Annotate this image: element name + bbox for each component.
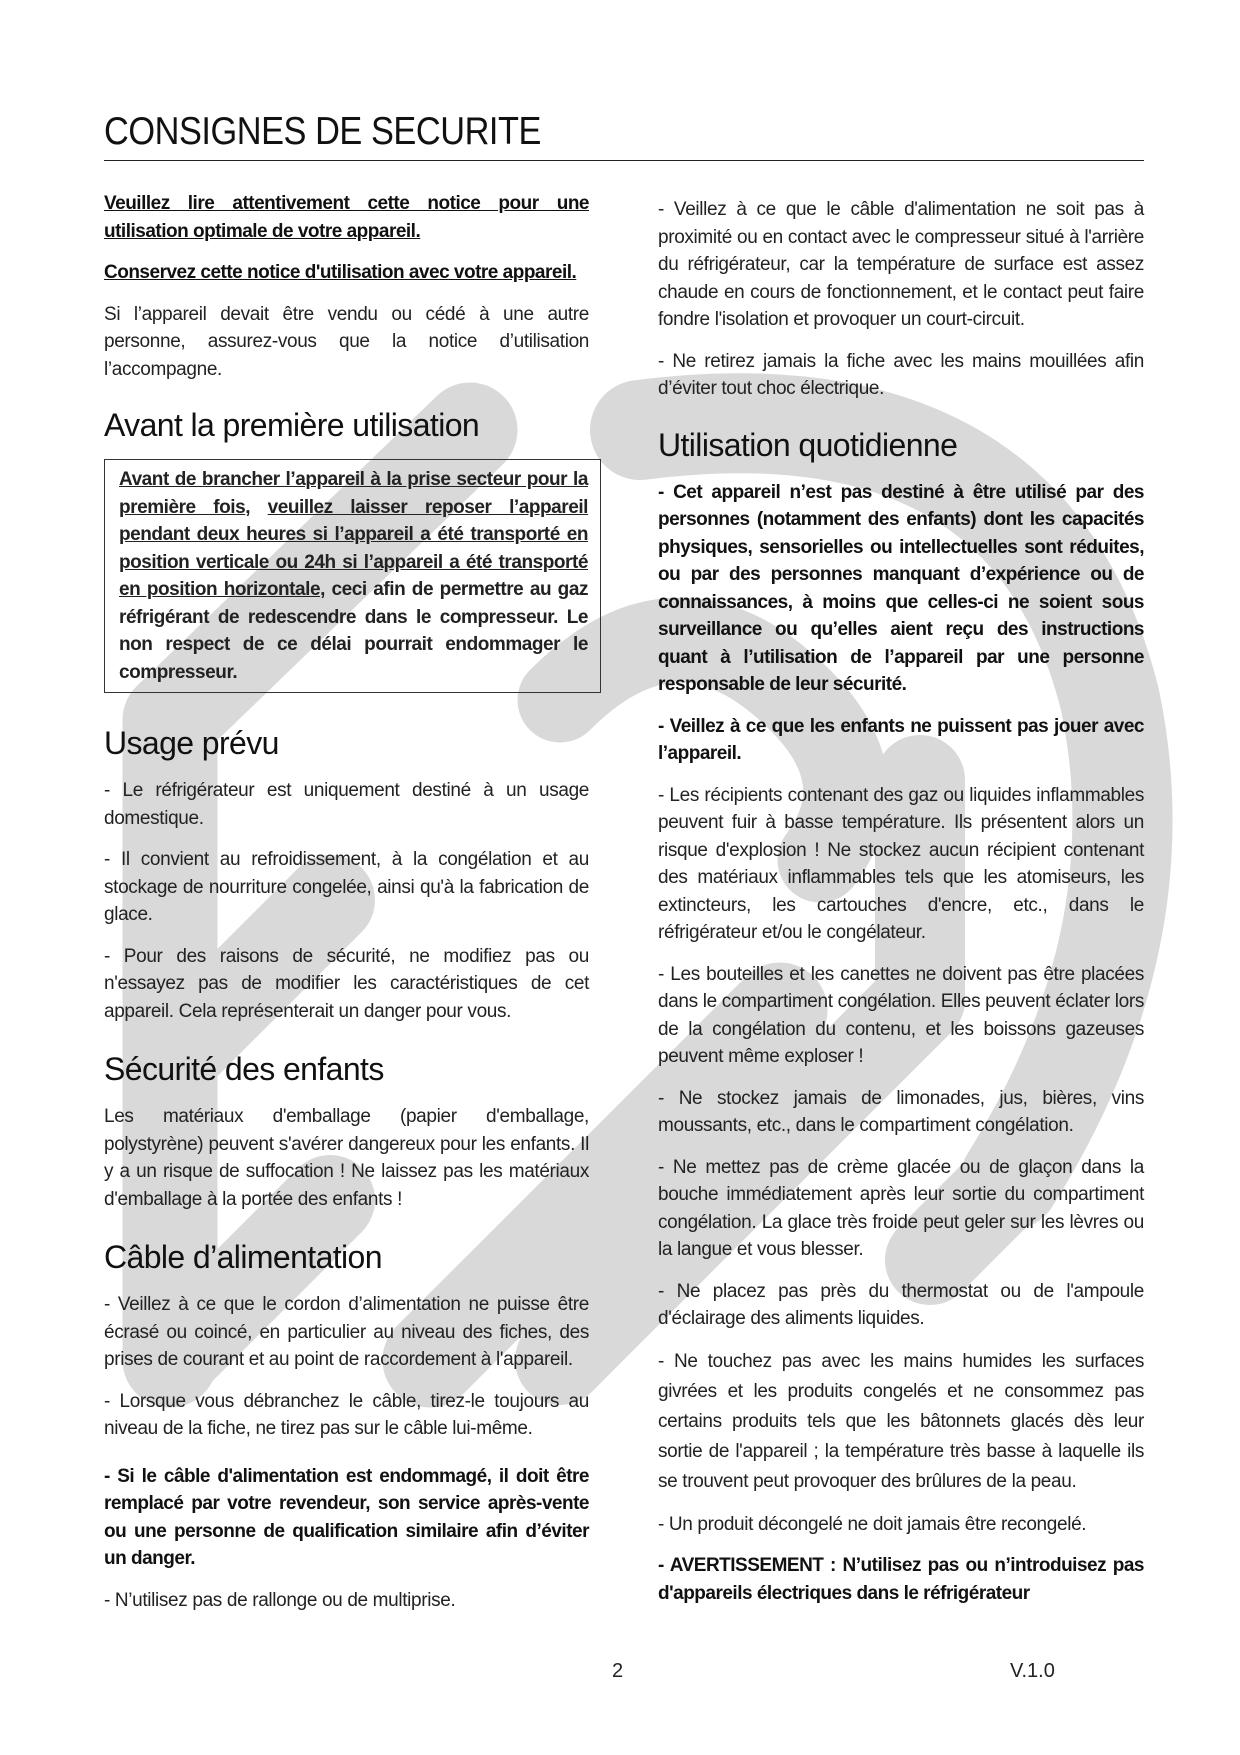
intro-keep-notice (104, 259, 589, 287)
title-rule (104, 160, 1144, 161)
heading-quotidienne: Utilisation quotidienne (658, 426, 958, 463)
quot-thermostat: - Ne placez pas près du thermostat ou de l'ampoule d'éclairage des aliments liquides. (658, 1280, 1144, 1329)
heading-cable: Câble d’alimentation (104, 1239, 382, 1275)
quot-flammable: - Les récipients contenant des gaz ou liquides inflammables peuvent fuir à basse température. Ils présentent alors un risque d'explosion ! Ne stockez aucun récipient contenant des matériaux inflammables tels que les atomiseurs, les extincteurs, les cartouches d'encre, etc., dans le réfrigérateur et/ou le congélateur. (658, 784, 1144, 943)
cable-unplug: - Lorsque vous débranchez le câble, tirez-le toujours au niveau de la fiche, ne tirez pas sur le câble lui-même. (104, 1390, 589, 1439)
heading-enfants: Sécurité des enfants (104, 1051, 384, 1087)
right-compressor: - Veillez à ce que le câble d'alimentation ne soit pas à proximité ou en contact avec le compresseur situé à l'arrière du réfrigérateur, car la température de surface est assez chaude en cours de fonctionnement, et le contact peut faire fondre l'isolation et provoquer un court-circuit. (658, 199, 1144, 330)
quot-persons: - Cet appareil n’est pas destiné à être utilisé par des personnes (notamment des enfants) dont les capacités physiques, sensorielles ou intellectuelles sont réduites, ou par des personnes manquant d’expérience ou de connaissances, à moins que celles-ci ne soient sous surveillance ou qu’elles aient reçu des instructions quant à l’utilisation de l’appareil par une personne responsable de leur sécurité. (658, 481, 1144, 695)
warning-box (104, 459, 601, 693)
quot-ice-cream: - Ne mettez pas de crème glacée ou de glaçon dans la bouche immédiatement après leur sortie du compartiment congélation. La glace très froide peut geler sur les lèvres ou la langue et vous blesser. (658, 1156, 1144, 1260)
right-wet-hands: - Ne retirez jamais la fiche avec les mains mouillées afin d’éviter tout choc électrique. (658, 350, 1144, 399)
quot-refreeze: - Un produit décongelé ne doit jamais être recongelé. (658, 1513, 1087, 1535)
quot-children-play: - Veillez à ce que les enfants ne puissent pas jouer avec l’appareil. (658, 715, 1144, 764)
heading-avant: Avant la première utilisation (104, 407, 480, 443)
left-column (104, 190, 589, 1628)
right-column (658, 196, 1144, 1621)
page-title: CONSIGNES DE SECURITE (104, 110, 541, 153)
intro-read-notice (104, 190, 589, 245)
cable-crush: - Veillez à ce que le cordon d’alimentation ne puisse être écrasé ou coincé, en particulier au niveau des fiches, des prises de courant et au point de raccordement à l'appareil. (104, 1294, 589, 1370)
warning-box-text (119, 466, 588, 686)
quot-drinks: - Ne stockez jamais de limonades, jus, bières, vins moussants, etc., dans le compartiment congélation. (658, 1087, 1144, 1136)
cable-no-extension: - N’utilisez pas de rallonge ou de multiprise. (104, 1589, 456, 1611)
intro-read-notice-text: Veuillez lire attentivement cette notice pour une utilisation optimale de votre appareil. (104, 193, 589, 242)
quot-bottles: - Les bouteilles et les canettes ne doivent pas être placées dans le compartiment congélation. Elles peuvent éclater lors de la congélation du contenu, et les boissons gazeuses peuvent même exploser ! (658, 963, 1144, 1067)
warning-comma: , (245, 496, 268, 518)
warning-ul-2: veuillez laisser reposer l’appareil pendant deux heures si l’appareil a été transporté en position verticale ou 24h si l’appareil a été transporté en position horizontale (119, 496, 588, 600)
enfants-packaging: Les matériaux d'emballage (papier d'emballage, polystyrène) peuvent s'avérer dangereux pour les enfants. Il y a un risque de suffocation ! Ne laissez pas les matériaux d'emballage à la portée des enfants ! (104, 1106, 589, 1210)
usage-domestic: - Le réfrigérateur est uniquement destiné à un usage domestique. (104, 780, 589, 829)
intro-transfer: Si l’appareil devait être vendu ou cédé à une autre personne, assurez-vous que la notice d’utilisation l’accompagne. (104, 303, 589, 380)
warning-ul-1: Avant de brancher l’appareil à la prise secteur pour la première fois (119, 469, 588, 518)
usage-no-modify: - Pour des raisons de sécurité, ne modifiez pas ou n'essayez pas de modifier les caractéristiques de cet appareil. Cela représenterait un danger pour vous. (104, 945, 589, 1022)
page-number: 2 (612, 1660, 624, 1682)
usage-cooling: - Il convient au refroidissement, à la congélation et au stockage de nourriture congelée, ainsi qu'à la fabrication de glace. (104, 849, 589, 925)
quot-frozen-surfaces: - Ne touchez pas avec les mains humides les surfaces givrées et les produits congelés et ne consommez pas certains produits tels que les bâtonnets glacés dès leur sortie de l'appareil ; la température très basse à laquelle ils se trouvent peut provoquer des brûlures de la peau. (658, 1350, 1144, 1492)
intro-keep-notice-text: Conservez cette notice d'utilisation avec votre appareil. (104, 262, 577, 283)
quot-warning-electric: - AVERTISSEMENT : N’utilisez pas ou n’introduisez pas d'appareils électriques dans le réfrigérateur (658, 1555, 1144, 1604)
warning-rest: , ceci afin de permettre au gaz réfrigérant de redescendre dans le compresseur. Le non respect de ce délai pourrait endommager le compresseur. (119, 579, 589, 683)
document-version: V.1.0 (1010, 1660, 1055, 1682)
heading-usage: Usage prévu (104, 725, 279, 761)
cable-damaged: - Si le câble d'alimentation est endommagé, il doit être remplacé par votre revendeur, son service après-vente ou une personne de qualification similaire afin d’éviter un danger. (104, 1465, 589, 1569)
